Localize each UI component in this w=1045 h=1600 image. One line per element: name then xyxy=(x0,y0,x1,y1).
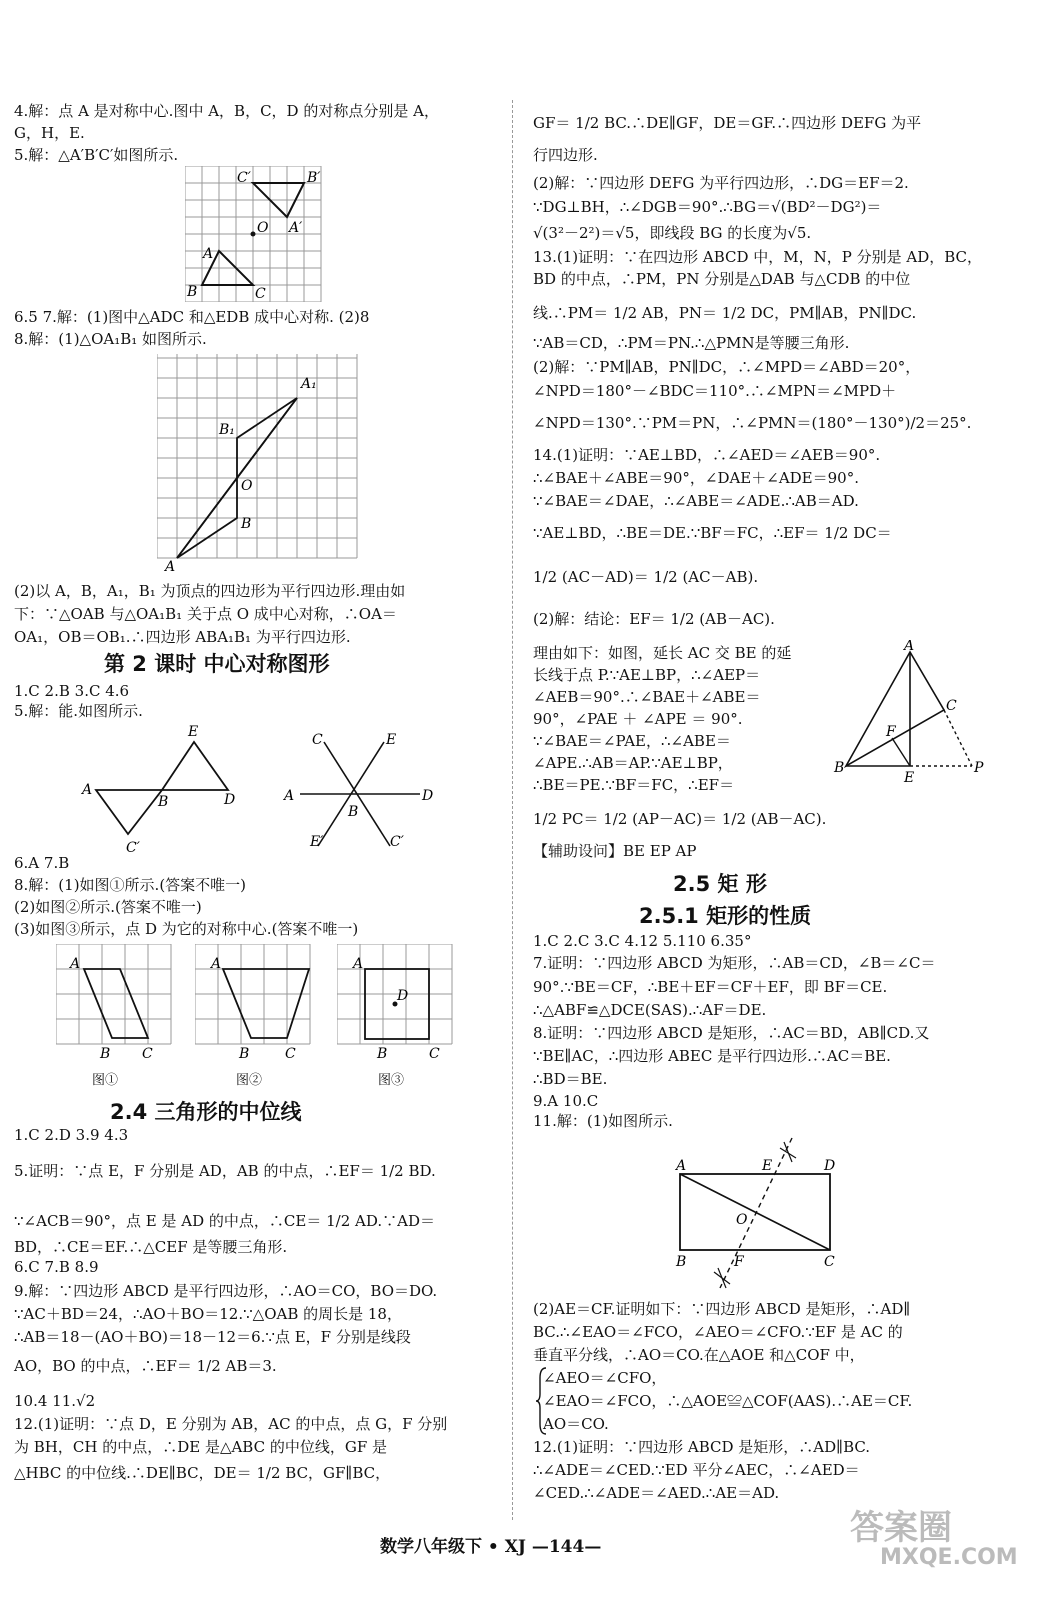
text-line: 下：∵△OAB 与△OA₁B₁ 关于点 O 成中心对称，∴OA＝ xyxy=(14,605,397,623)
fig-label: E xyxy=(904,770,915,786)
text-line: 5.解：△A′B′C′如图所示. xyxy=(14,146,179,164)
text-line: (2)AE＝CF.证明如下：∵四边形 ABCD 是矩形，∴AD∥ xyxy=(533,1300,911,1318)
fig-label: D xyxy=(824,1158,836,1174)
text-line: ∴AB＝18－(AO＋BO)＝18－12＝6.∵点 E，F 分别是线段 xyxy=(14,1328,411,1346)
text-line: 8.解：(1)△OA₁B₁ 如图所示. xyxy=(14,330,207,348)
watermark-url: MXQE.COM xyxy=(880,1545,1018,1570)
text-line: (2)解：∵四边形 DEFG 为平行四边形，∴DG＝EF＝2. xyxy=(533,174,909,192)
text-line: GF＝ 1/2 BC.∴DE∥GF，DE＝GF.∴四边形 DEFG 为平 xyxy=(533,114,922,132)
fig-label: A xyxy=(203,246,214,262)
text-line: OA₁，OB＝OB₁.∴四边形 ABA₁B₁ 为平行四边形. xyxy=(14,628,351,646)
text-line: 8.解：(1)如图①所示.(答案不唯一) xyxy=(14,876,247,894)
figure-5-grid xyxy=(185,166,325,302)
text-line: ∵AC＋BD＝24，∴AO＋BO＝12.∵△OAB 的周长是 18， xyxy=(14,1305,402,1323)
text-line: 1.C 2.C 3.C 4.12 5.110 6.35° xyxy=(533,932,752,950)
fig-label: B xyxy=(676,1254,687,1270)
figure-11-rectangle xyxy=(670,1134,850,1298)
text-line: 5.证明：∵点 E，F 分别是 AD，AB 的中点，∴EF＝ 1/2 BD. xyxy=(14,1162,436,1180)
fig-label: D xyxy=(422,788,434,804)
fig-label: A xyxy=(165,559,176,574)
fig-label: E xyxy=(188,724,199,740)
fig-label: O xyxy=(736,1212,748,1228)
fig-label: B xyxy=(187,284,198,300)
fig-label: A xyxy=(211,956,222,972)
column-divider xyxy=(512,100,513,1520)
fig-label: E xyxy=(762,1158,773,1174)
fig-label: A xyxy=(904,640,915,654)
figure-14-triangle xyxy=(832,640,992,790)
text-line: ∠NPD＝180°－∠BDC＝110°.∴∠MPN＝∠MPD＋ xyxy=(533,382,897,400)
text-line: BD，∴CE＝EF.∴△CEF 是等腰三角形. xyxy=(14,1238,288,1256)
figure-star xyxy=(282,730,442,854)
fig-label: O xyxy=(257,220,269,236)
fig-label: D xyxy=(224,792,236,808)
fig-label: C xyxy=(285,1046,296,1062)
text-line: ∠AEO＝∠CFO， xyxy=(543,1369,667,1387)
fig-label: A xyxy=(676,1158,687,1174)
text-line: 长线于点 P.∵AE⊥BP，∴∠AEP＝ xyxy=(533,666,761,684)
fig-label: B xyxy=(158,794,169,810)
fig-label: B xyxy=(377,1046,388,1062)
fig-label: D xyxy=(397,988,409,1004)
text-line: 1.C 2.B 3.C 4.6 xyxy=(14,682,130,700)
text-line: ∵AB＝CD，∴PM＝PN.∴△PMN是等腰三角形. xyxy=(533,334,850,352)
fig-label: O xyxy=(241,478,253,494)
fig-label: B xyxy=(100,1046,111,1062)
fig-label: A₁ xyxy=(301,376,317,392)
text-line: 10.4 11.√2 xyxy=(14,1392,96,1410)
text-line: ∠AEB＝90°.∴∠BAE＋∠ABE＝ xyxy=(533,688,761,706)
text-line: 1/2 PC＝ 1/2 (AP－AC)＝ 1/2 (AB－AC). xyxy=(533,810,827,828)
text-line: 1.C 2.D 3.9 4.3 xyxy=(14,1126,129,1144)
fig-label: B xyxy=(348,804,359,820)
figure-bowtie xyxy=(78,718,248,854)
fig-label: A xyxy=(284,788,295,804)
text-line: 9.A 10.C xyxy=(533,1092,599,1110)
text-line: ∵DG⊥BH，∴∠DGB＝90°.∴BG＝√(BD²－DG²)＝ xyxy=(533,198,882,216)
text-line: 线.∴PM＝ 1/2 AB，PN＝ 1/2 DC，PM∥AB，PN∥DC. xyxy=(533,304,917,322)
text-line: BC.∴∠EAO＝∠FCO，∠AEO＝∠CFO.∵EF 是 AC 的 xyxy=(533,1323,903,1341)
text-line: 5.解：能.如图所示. xyxy=(14,702,143,720)
fig-label: A xyxy=(70,956,81,972)
text-line: ∴∠ADE＝∠CED.∵ED 平分∠AEC，∴∠AED＝ xyxy=(533,1461,860,1479)
text-line: G，H，E. xyxy=(14,124,85,142)
fig-label: C xyxy=(255,286,266,302)
text-line: 90°.∵BE＝CF，∴BE＋EF＝CF＋EF，即 BF＝CE. xyxy=(533,978,888,996)
figure-grid-2 xyxy=(195,944,315,1068)
text-line: √(3²－2²)＝√5，即线段 BG 的长度为√5. xyxy=(533,224,812,242)
fig-label: E′ xyxy=(310,834,324,850)
figure-caption: 图③ xyxy=(378,1073,405,1088)
text-line: ∵AE⊥BD，∴BE＝DE.∵BF＝FC，∴EF＝ 1/2 DC＝ xyxy=(533,524,892,542)
text-line: (2)解：∵PM∥AB，PN∥DC，∴∠MPD＝∠ABD＝20°， xyxy=(533,358,921,376)
text-line: 理由如下：如图，延长 AC 交 BE 的延 xyxy=(533,644,792,662)
text-line: ∵∠BAE＝∠PAE，∴∠ABE＝ xyxy=(533,732,731,750)
watermark-logo: 答案圈 xyxy=(850,1508,952,1548)
text-line: 6.5 7.解：(1)图中△ADC 和△EDB 成中心对称. (2)8 xyxy=(14,308,370,326)
text-line: ∠NPD＝130°.∵PM＝PN，∴∠PMN＝(180°－130°)/2＝25°. xyxy=(533,414,972,432)
fig-label: A′ xyxy=(289,220,303,236)
text-line: 垂直平分线，∴AO＝CO.在△AOE 和△COF 中， xyxy=(533,1346,865,1364)
text-line: 为 BH，CH 的中点，∴DE 是△ABC 的中位线，GF 是 xyxy=(14,1438,388,1456)
text-line: ∠CED.∴∠ADE＝∠AED.∴AE＝AD. xyxy=(533,1484,780,1502)
section-heading: 第 2 课时 中心对称图形 xyxy=(104,652,330,676)
fig-label: B xyxy=(241,516,252,532)
text-line: AO，BO 的中点，∴EF＝ 1/2 AB＝3. xyxy=(14,1357,277,1375)
text-line: ∴∠BAE＋∠ABE＝90°，∠DAE＋∠ADE＝90°. xyxy=(533,469,859,487)
text-line: 11.解：(1)如图所示. xyxy=(533,1112,673,1130)
fig-label: C xyxy=(429,1046,440,1062)
fig-label: E xyxy=(386,732,397,748)
fig-label: F xyxy=(886,724,896,740)
text-line: ∠EAO＝∠FCO，∴△AOE≌△COF(AAS).∴AE＝CF. xyxy=(543,1392,913,1410)
text-line: 4.解：点 A 是对称中心.图中 A，B，C，D 的对称点分别是 A， xyxy=(14,102,439,120)
fig-label: A xyxy=(82,782,93,798)
figure-caption: 图② xyxy=(236,1073,263,1088)
section-heading: 2.5 矩 形 xyxy=(673,872,767,896)
fig-label: F xyxy=(734,1254,744,1270)
text-line: ∵BE∥AC，∴四边形 ABEC 是平行四边形.∴AC＝BE. xyxy=(533,1047,891,1065)
text-line: 6.A 7.B xyxy=(14,854,70,872)
text-line: 13.(1)证明：∵在四边形 ABCD 中，M，N，P 分别是 AD，BC， xyxy=(533,248,983,266)
figure-caption: 图① xyxy=(92,1073,119,1088)
fig-label: B xyxy=(239,1046,250,1062)
text-line: (2)以 A，B，A₁，B₁ 为顶点的四边形为平行四边形.理由如 xyxy=(14,582,406,600)
text-line: △HBC 的中位线.∴DE∥BC，DE＝ 1/2 BC，GF∥BC， xyxy=(14,1464,391,1482)
fig-label: C xyxy=(142,1046,153,1062)
text-line: 【辅助设问】BE EP AP xyxy=(533,842,697,860)
text-line: (2)解：结论：EF＝ 1/2 (AB－AC). xyxy=(533,610,775,628)
fig-label: C xyxy=(312,732,323,748)
text-line: 行四边形. xyxy=(533,146,598,164)
fig-label: C′ xyxy=(390,834,404,850)
text-line: ∴BD＝BE. xyxy=(533,1070,608,1088)
figure-grid-1 xyxy=(56,944,176,1068)
figure-8-grid xyxy=(157,354,361,574)
text-line: 9.解：∵四边形 ABCD 是平行四边形，∴AO＝CO，BO＝DO. xyxy=(14,1282,438,1300)
fig-label: C xyxy=(946,698,957,714)
text-line: ∴△ABF≌△DCE(SAS).∴AF＝DE. xyxy=(533,1001,767,1019)
text-line: (2)如图②所示.(答案不唯一) xyxy=(14,898,202,916)
text-line: 90°，∠PAE ＋ ∠APE ＝ 90°. xyxy=(533,710,743,728)
fig-label: P xyxy=(974,760,984,776)
fig-label: C′ xyxy=(237,170,251,186)
fig-label: A xyxy=(353,956,364,972)
section-heading: 2.4 三角形的中位线 xyxy=(110,1100,302,1124)
text-line: 12.(1)证明：∵四边形 ABCD 是矩形，∴AD∥BC. xyxy=(533,1438,871,1456)
text-line: 1/2 (AC－AD)＝ 1/2 (AC－AB). xyxy=(533,568,759,586)
text-line: 8.证明：∵四边形 ABCD 是矩形，∴AC＝BD，AB∥CD.又 xyxy=(533,1024,930,1042)
fig-label: B′ xyxy=(307,170,321,186)
text-line: ∴BE＝PE.∵BF＝FC，∴EF＝ xyxy=(533,776,735,794)
text-line: (3)如图③所示，点 D 为它的对称中心.(答案不唯一) xyxy=(14,920,359,938)
text-line: ∵∠ACB＝90°，点 E 是 AD 的中点，∴CE＝ 1/2 AD.∵AD＝ xyxy=(14,1212,435,1230)
text-line: 7.证明：∵四边形 ABCD 为矩形，∴AB＝CD，∠B＝∠C＝ xyxy=(533,954,936,972)
text-line: 12.(1)证明：∵点 D，E 分别为 AB，AC 的中点，点 G，F 分别 xyxy=(14,1415,448,1433)
text-line: 6.C 7.B 8.9 xyxy=(14,1258,99,1276)
system-brace xyxy=(536,1366,548,1436)
fig-label: C xyxy=(824,1254,835,1270)
page-footer: 数学八年级下 • XJ —144— xyxy=(380,1537,602,1557)
text-line: BD 的中点，∴PM，PN 分别是△DAB 与△CDB 的中位 xyxy=(533,270,911,288)
text-line: ∠APE.∴AB＝AP.∵AE⊥BP， xyxy=(533,754,733,772)
text-line: 14.(1)证明：∵AE⊥BD，∴∠AED＝∠AEB＝90°. xyxy=(533,446,881,464)
section-heading: 2.5.1 矩形的性质 xyxy=(639,904,812,928)
text-line: ∵∠BAE＝∠DAE，∴∠ABE＝∠ADE.∴AB＝AD. xyxy=(533,492,859,510)
fig-label: C′ xyxy=(126,840,140,854)
fig-label: B₁ xyxy=(219,422,235,438)
fig-label: B xyxy=(834,760,845,776)
figure-grid-3 xyxy=(337,944,457,1068)
text-line: AO＝CO. xyxy=(543,1415,609,1433)
